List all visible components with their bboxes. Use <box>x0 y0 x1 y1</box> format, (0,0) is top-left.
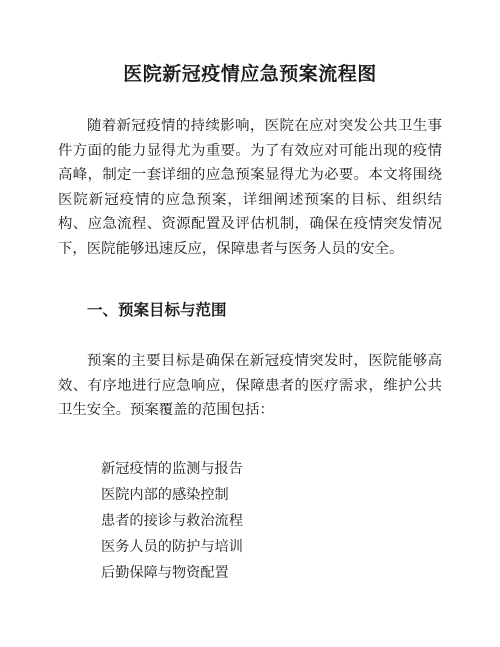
list-item: 医务人员的防护与培训 <box>101 539 243 555</box>
section-heading-goals: 一、预案目标与范围 <box>87 301 227 319</box>
scope-list <box>101 456 243 586</box>
list-item: 患者的接诊与救治流程 <box>101 513 243 529</box>
section-body-goals: 预案的主要目标是确保在新冠疫情突发时，医院能够高效、有序地进行应急响应，保障患者的医疗需求，维护公共卫生安全。预案覆盖的范围包括： <box>58 353 442 418</box>
list-item: 后勤保障与物资配置 <box>101 565 229 581</box>
intro-paragraph: 随着新冠疫情的持续影响，医院在应对突发公共卫生事件方面的能力显得尤为重要。为了有效应对可能出现的疫情高峰，制定一套详细的应急预案显得尤为必要。本文将围绕医院新冠疫情的应急预案，详细阐述预案的目标、组织结构、应急流程、资源配置及评估机制，确保在疫情突发情况下，医院能够迅速反应，保障患者与医务人员的安全。 <box>58 118 442 257</box>
document-title: 医院新冠疫情应急预案流程图 <box>123 63 377 85</box>
list-item: 医院内部的感染控制 <box>101 487 229 503</box>
list-item: 新冠疫情的监测与报告 <box>101 461 243 477</box>
